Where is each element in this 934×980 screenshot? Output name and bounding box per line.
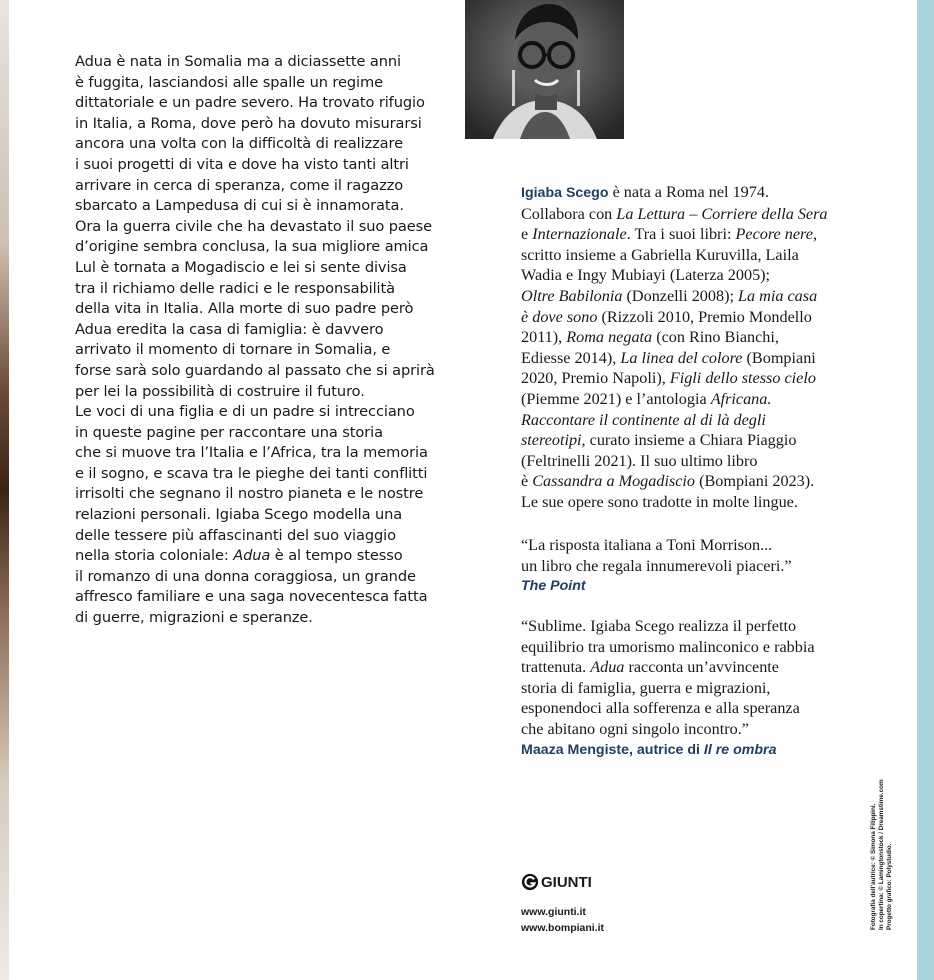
quote-source: The Point xyxy=(521,578,586,595)
review-quote-1 xyxy=(521,535,881,597)
author-portrait-illustration xyxy=(465,0,624,139)
blurb-line: arrivare in cerca di speranza, come il ragazzo xyxy=(75,176,404,194)
blurb-line: Adua è nata in Somalia ma a diciassette anni xyxy=(75,53,401,70)
review-quote-2 xyxy=(521,616,881,760)
blurb-line: Lul è tornata a Mogadiscio e lei si sente divisa xyxy=(75,258,407,276)
cover-image-edge xyxy=(0,0,9,980)
bio-line: 2020, Premio Napoli), Figli dello stesso cielo xyxy=(521,369,816,388)
bio-line: è dove sono (Rizzoli 2010, Premio Mondello xyxy=(521,307,812,326)
bio-line: Raccontare il continente al di là degli xyxy=(521,410,766,429)
blurb-line: Le voci di una figlia e di un padre si intrecciano xyxy=(75,403,415,421)
bio-line: Oltre Babilonia (Donzelli 2008); La mia casa xyxy=(521,286,818,305)
blurb-line: è fuggita, lasciandosi alle spalle un regime xyxy=(75,73,384,91)
blurb-line: d’origine sembra conclusa, la sua migliore amica xyxy=(75,238,429,256)
blurb-line: arrivato il momento di tornare in Somalia, e xyxy=(75,341,391,359)
quote-source: Maaza Mengiste, autrice di Il re ombra xyxy=(521,741,777,758)
blurb-line xyxy=(75,546,445,567)
publisher-name: GIUNTI xyxy=(541,873,592,891)
quote-line: trattenuta. Adua racconta un’avvincente xyxy=(521,658,779,677)
bio-line: Wadia e Ingy Mubiayi (Laterza 2005); xyxy=(521,266,771,285)
bio-line: Collabora con La Lettura – Corriere della Sera xyxy=(521,204,828,223)
blurb-line: Adua eredita la casa di famiglia: è davvero xyxy=(75,320,384,338)
giunti-g-logo-icon xyxy=(521,873,539,891)
blurb-line: tra il richiamo delle radici e le responsabilità xyxy=(75,279,395,297)
blurb-line: e il sogno, e scava tra le pieghe dei tanti conflitti xyxy=(75,464,428,482)
author-bio xyxy=(521,182,881,513)
blurb-line: in queste pagine per raccontare una storia xyxy=(75,423,383,441)
blurb-line: dittatoriale e un padre severo. Ha trovato rifugio xyxy=(75,94,425,112)
url-link[interactable]: www.giunti.it xyxy=(521,906,586,918)
bio-line: e Internazionale. Tra i suoi libri: Pecore nere, xyxy=(521,225,817,244)
blurb-line: i suoi progetti di vita e dove ha visto tanti altri xyxy=(75,155,409,173)
blurb-line: irrisolti che segnano il nostro pianeta e le nostre xyxy=(75,485,424,503)
blurb-line: il romanzo di una donna coraggiosa, un grande xyxy=(75,567,416,585)
blurb-line: relazioni personali. Igiaba Scego modella una xyxy=(75,506,403,524)
bio-line: stereotipi, curato insieme a Chiara Piaggio xyxy=(521,431,797,450)
bio-line: scritto insieme a Gabriella Kuruvilla, Laila xyxy=(521,245,799,264)
author-photo xyxy=(465,0,624,139)
publisher-logo xyxy=(521,873,592,891)
quote-line: esponendoci alla sofferenza e alla speranza xyxy=(521,699,800,718)
author-name: Igiaba Scego xyxy=(521,185,609,201)
book-title-adua: Adua xyxy=(590,658,625,677)
blurb-line: forse sarà solo guardando al passato che si aprirà xyxy=(75,361,435,379)
quote-line: che abitano ogni singolo incontro.” xyxy=(521,719,749,738)
blurb-line: di guerre, migrazioni e speranze. xyxy=(75,609,313,627)
blurb-text: è al tempo stesso xyxy=(270,547,403,565)
quote-line: “Sublime. Igiaba Scego realizza il perfetto xyxy=(521,617,797,635)
bio-line: Le sue opere sono tradotte in molte lingue. xyxy=(521,492,798,511)
credit-line: Fotografia dell’autrice: © Simona Filippini. xyxy=(870,803,877,930)
book-blurb xyxy=(75,52,445,629)
blurb-line: per lei la possibilità di costruire il futuro. xyxy=(75,382,365,400)
blurb-line: Ora la guerra civile che ha devastato il suo paese xyxy=(75,217,433,235)
image-credits xyxy=(870,770,894,930)
bio-line: (Feltrinelli 2021). Il suo ultimo libro xyxy=(521,451,758,470)
bio-line: Ediesse 2014), La linea del colore (Bompiani xyxy=(521,348,816,367)
blurb-line: delle tessere più affascinanti del suo viaggio xyxy=(75,526,396,544)
bio-line: 2011), Roma negata (con Rino Bianchi, xyxy=(521,328,779,347)
url-link[interactable]: www.bompiani.it xyxy=(521,922,605,934)
blurb-text: nella storia coloniale: xyxy=(75,547,229,565)
blurb-line: della vita in Italia. Alla morte di suo padre però xyxy=(75,300,414,318)
blurb-line: in Italia, a Roma, dove però ha dovuto misurarsi xyxy=(75,114,422,132)
credit-line: Progetto grafico: Polystudio. xyxy=(886,843,893,930)
blurb-line: affresco familiare e una saga novecentesca fatta xyxy=(75,588,428,606)
bio-line: è Cassandra a Mogadiscio (Bompiani 2023). xyxy=(521,472,815,491)
blurb-line: sbarcato a Lampedusa di cui si è innamorata. xyxy=(75,197,404,215)
quote-line: storia di famiglia, guerra e migrazioni, xyxy=(521,678,771,697)
quote-line: equilibrio tra umorismo malinconico e rabbia xyxy=(521,637,815,656)
blurb-line: che si muove tra l’Italia e l’Africa, tra la memoria xyxy=(75,444,428,462)
bio-line: (Piemme 2021) e l’antologia Africana. xyxy=(521,389,772,408)
spine-strip xyxy=(917,0,934,980)
quote-line: “La risposta italiana a Toni Morrison... xyxy=(521,536,773,554)
credit-line: In copertina: © Lamingtonstock / Dreamstime.com xyxy=(878,779,885,930)
blurb-line: ancora una volta con la difficoltà di realizzare xyxy=(75,135,403,153)
book-title-adua: Adua xyxy=(233,547,271,565)
bio-line: Igiaba Scego è nata a Roma nel 1974. xyxy=(521,183,769,201)
publisher-urls xyxy=(521,904,604,936)
quote-line: un libro che regala innumerevoli piaceri.” xyxy=(521,556,792,575)
